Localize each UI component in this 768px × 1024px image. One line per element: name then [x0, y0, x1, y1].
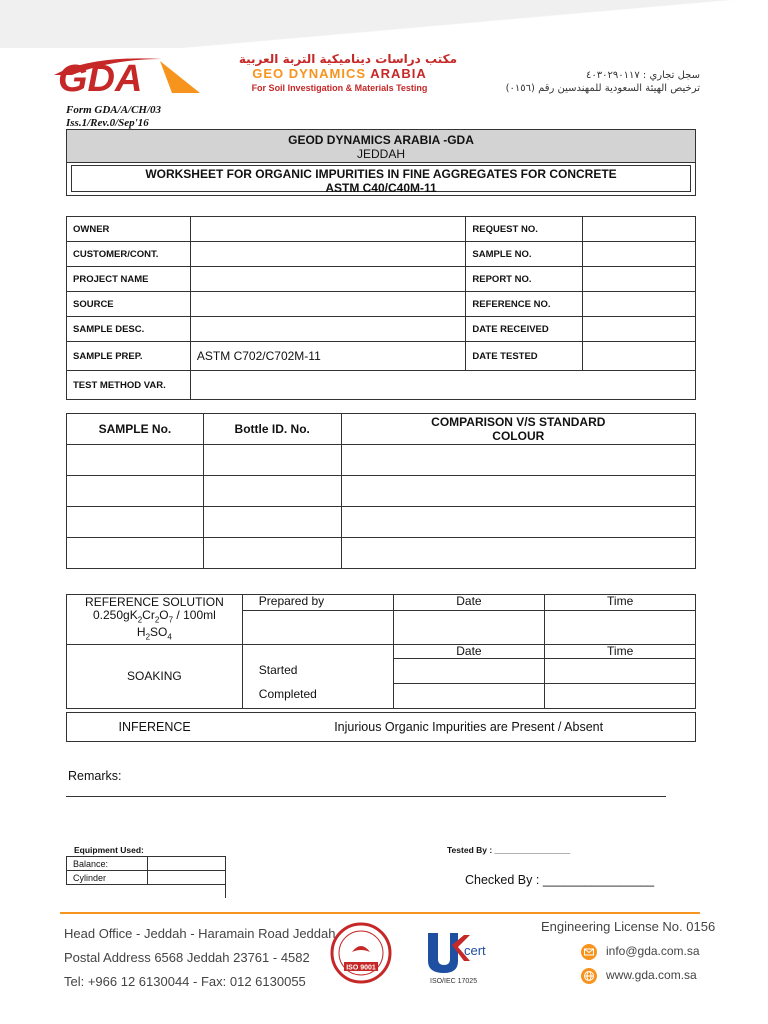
time-label: Time: [545, 595, 696, 611]
cell-input[interactable]: [203, 538, 341, 569]
report-no-field[interactable]: [583, 267, 696, 292]
commercial-register-arabic: سجل تجاري : ٤٠٣٠٢٩٠١١٧: [586, 70, 700, 81]
reference-no-field[interactable]: [583, 292, 696, 317]
owner-label: OWNER: [67, 217, 191, 242]
top-decorative-band: [0, 0, 768, 48]
sample-info-table: [66, 216, 696, 400]
footer-head-office: Head Office - Jeddah - Haramain Road Jeddah: [64, 926, 336, 941]
equipment-heading: Equipment Used:: [74, 845, 144, 855]
company-name-part2: ARABIA: [370, 66, 427, 81]
table-row: [67, 476, 696, 507]
globe-icon: [581, 968, 597, 984]
logo-text: GDA: [58, 58, 143, 97]
table-row: [67, 317, 696, 342]
source-label: SOURCE: [67, 292, 191, 317]
table-row: [67, 342, 696, 371]
prepared-time-field[interactable]: [545, 611, 696, 645]
cell-input[interactable]: [341, 507, 695, 538]
date-tested-label: DATE TESTED: [466, 342, 583, 371]
sample-no-label: SAMPLE NO.: [466, 242, 583, 267]
sample-prep-label: SAMPLE PREP.: [67, 342, 191, 371]
completed-date-field[interactable]: [393, 683, 545, 708]
report-no-label: REPORT NO.: [466, 267, 583, 292]
table-row: [67, 292, 696, 317]
col-comparison-line1: COMPARISON V/S STANDARD: [431, 415, 606, 429]
table-row: [67, 217, 696, 242]
iso17025-text: ISO/IEC 17025: [430, 978, 478, 985]
cylinder-label: Cylinder: [67, 871, 148, 885]
completed-label: Completed: [258, 686, 317, 701]
col-sample-no: SAMPLE No.: [67, 414, 204, 445]
remarks-label: Remarks:: [68, 769, 122, 783]
col-comparison: [341, 414, 695, 445]
owner-field[interactable]: [190, 217, 465, 242]
title-box: [66, 129, 696, 196]
company-tagline: For Soil Investigation & Materials Testing: [251, 83, 428, 93]
reference-solution-title: REFERENCE SOLUTION: [85, 595, 224, 609]
sample-prep-field[interactable]: ASTM C702/C702M-11: [190, 342, 465, 371]
title-company-block: [67, 130, 695, 163]
title-worksheet-block: [71, 165, 691, 195]
company-name-part1: GEO DYNAMICS: [252, 66, 371, 81]
remarks-line[interactable]: [66, 796, 666, 797]
sample-desc-field[interactable]: [190, 317, 465, 342]
completed-time-field[interactable]: [545, 683, 696, 708]
cell-input[interactable]: [67, 538, 204, 569]
title-standard: ASTM C40/C40M-11: [325, 181, 437, 195]
reference-no-label: REFERENCE NO.: [466, 292, 583, 317]
title-company: GEOD DYNAMICS ARABIA -GDA: [288, 133, 474, 147]
reference-soaking-table: [66, 594, 696, 709]
request-no-field[interactable]: [583, 217, 696, 242]
request-no-label: REQUEST NO.: [466, 217, 583, 242]
balance-field[interactable]: [147, 857, 225, 871]
started-date-field[interactable]: [393, 658, 545, 683]
started-label: Started: [258, 662, 298, 677]
cell-input[interactable]: [203, 476, 341, 507]
cell-input[interactable]: [203, 507, 341, 538]
prepared-by-field[interactable]: [242, 611, 393, 645]
customer-field[interactable]: [190, 242, 465, 267]
customer-label: CUSTOMER/CONT.: [67, 242, 191, 267]
prepared-date-field[interactable]: [393, 611, 545, 645]
license-arabic: ترخيص الهيئة السعودية للمهندسين رقم (٠١٥٦): [505, 83, 700, 94]
cell-input[interactable]: [67, 476, 204, 507]
source-field[interactable]: [190, 292, 465, 317]
reference-solution-label: [67, 595, 243, 645]
table-row: [67, 644, 696, 658]
reference-solution-formula: $0.250gK_2Cr_2O_7 / 100ml$: [93, 608, 216, 625]
footer-website[interactable]: www.gda.com.sa: [606, 968, 697, 982]
cell-input[interactable]: [67, 507, 204, 538]
equipment-table: [66, 856, 226, 885]
date-received-label: DATE RECEIVED: [466, 317, 583, 342]
tested-by[interactable]: Tested By : ________________: [447, 845, 571, 855]
email-icon: [581, 944, 597, 960]
table-row: [67, 871, 226, 885]
table-header-row: [67, 414, 696, 445]
inference-value[interactable]: Injurious Organic Impurities are Present / Absent: [242, 713, 695, 742]
soak-date-label: Date: [393, 644, 545, 658]
test-method-field[interactable]: [190, 371, 695, 400]
table-row: [67, 857, 226, 871]
table-row: [67, 267, 696, 292]
project-name-field[interactable]: [190, 267, 465, 292]
company-name-arabic: مكتب دراسات ديناميكية التربة العربية: [238, 52, 457, 66]
col-bottle-id: Bottle ID. No.: [203, 414, 341, 445]
started-time-field[interactable]: [545, 658, 696, 683]
table-row: [67, 242, 696, 267]
test-method-label: TEST METHOD VAR.: [67, 371, 191, 400]
footer-email[interactable]: info@gda.com.sa: [606, 944, 700, 958]
form-number: Form GDA/A/CH/03: [66, 104, 162, 116]
inference-table: [66, 712, 696, 742]
title-city: JEDDAH: [356, 147, 405, 161]
cell-input[interactable]: [203, 445, 341, 476]
iso9001-text: ISO 9001: [346, 964, 376, 972]
gda-logo: [52, 53, 202, 97]
date-received-field[interactable]: [583, 317, 696, 342]
iso-9001-seal-icon: [330, 922, 392, 984]
footer-address: [64, 922, 335, 994]
sample-no-field[interactable]: [583, 242, 696, 267]
date-label: Date: [393, 595, 545, 611]
project-name-label: PROJECT NAME: [67, 267, 191, 292]
cell-input[interactable]: [341, 476, 695, 507]
table-row: [67, 538, 696, 569]
ukcert-logo-icon: [424, 925, 494, 985]
inference-label: INFERENCE: [67, 713, 243, 742]
ukcert-text: cert: [464, 943, 486, 958]
col-comparison-line2: COLOUR: [492, 429, 545, 443]
reference-solution-acid: $H_2SO_4$: [136, 625, 172, 642]
equipment-table-tail: [225, 884, 226, 898]
footer-tel: Tel: +966 12 6130044 - Fax: 012 6130055: [64, 974, 306, 989]
title-worksheet: WORKSHEET FOR ORGANIC IMPURITIES IN FINE AGGREGATES FOR CONCRETE: [145, 167, 617, 181]
sample-desc-label: SAMPLE DESC.: [67, 317, 191, 342]
sample-comparison-table: [66, 413, 696, 569]
cell-input[interactable]: [341, 445, 695, 476]
footer-license: Engineering License No. 0156: [541, 919, 716, 934]
form-code: [66, 104, 161, 130]
balance-label: Balance:: [67, 857, 148, 871]
footer-postal: Postal Address 6568 Jeddah 23761 - 4582: [64, 950, 310, 965]
table-row: [67, 371, 696, 400]
cylinder-field[interactable]: [147, 871, 225, 885]
form-revision: Iss.1/Rev.0/Sep'16: [66, 117, 149, 129]
checked-by[interactable]: Checked By : ________________: [465, 873, 655, 887]
table-row: [67, 713, 696, 742]
company-name-english: [222, 66, 457, 81]
date-tested-field[interactable]: [583, 342, 696, 371]
soak-time-label: Time: [545, 644, 696, 658]
table-row: [67, 595, 696, 611]
soaking-label: SOAKING: [67, 644, 243, 708]
cell-input[interactable]: [67, 445, 204, 476]
cell-input[interactable]: [341, 538, 695, 569]
soaking-stages: [242, 644, 393, 708]
table-row: [67, 507, 696, 538]
prepared-by-label: Prepared by: [242, 595, 393, 611]
footer-divider: [60, 912, 700, 914]
table-row: [67, 445, 696, 476]
